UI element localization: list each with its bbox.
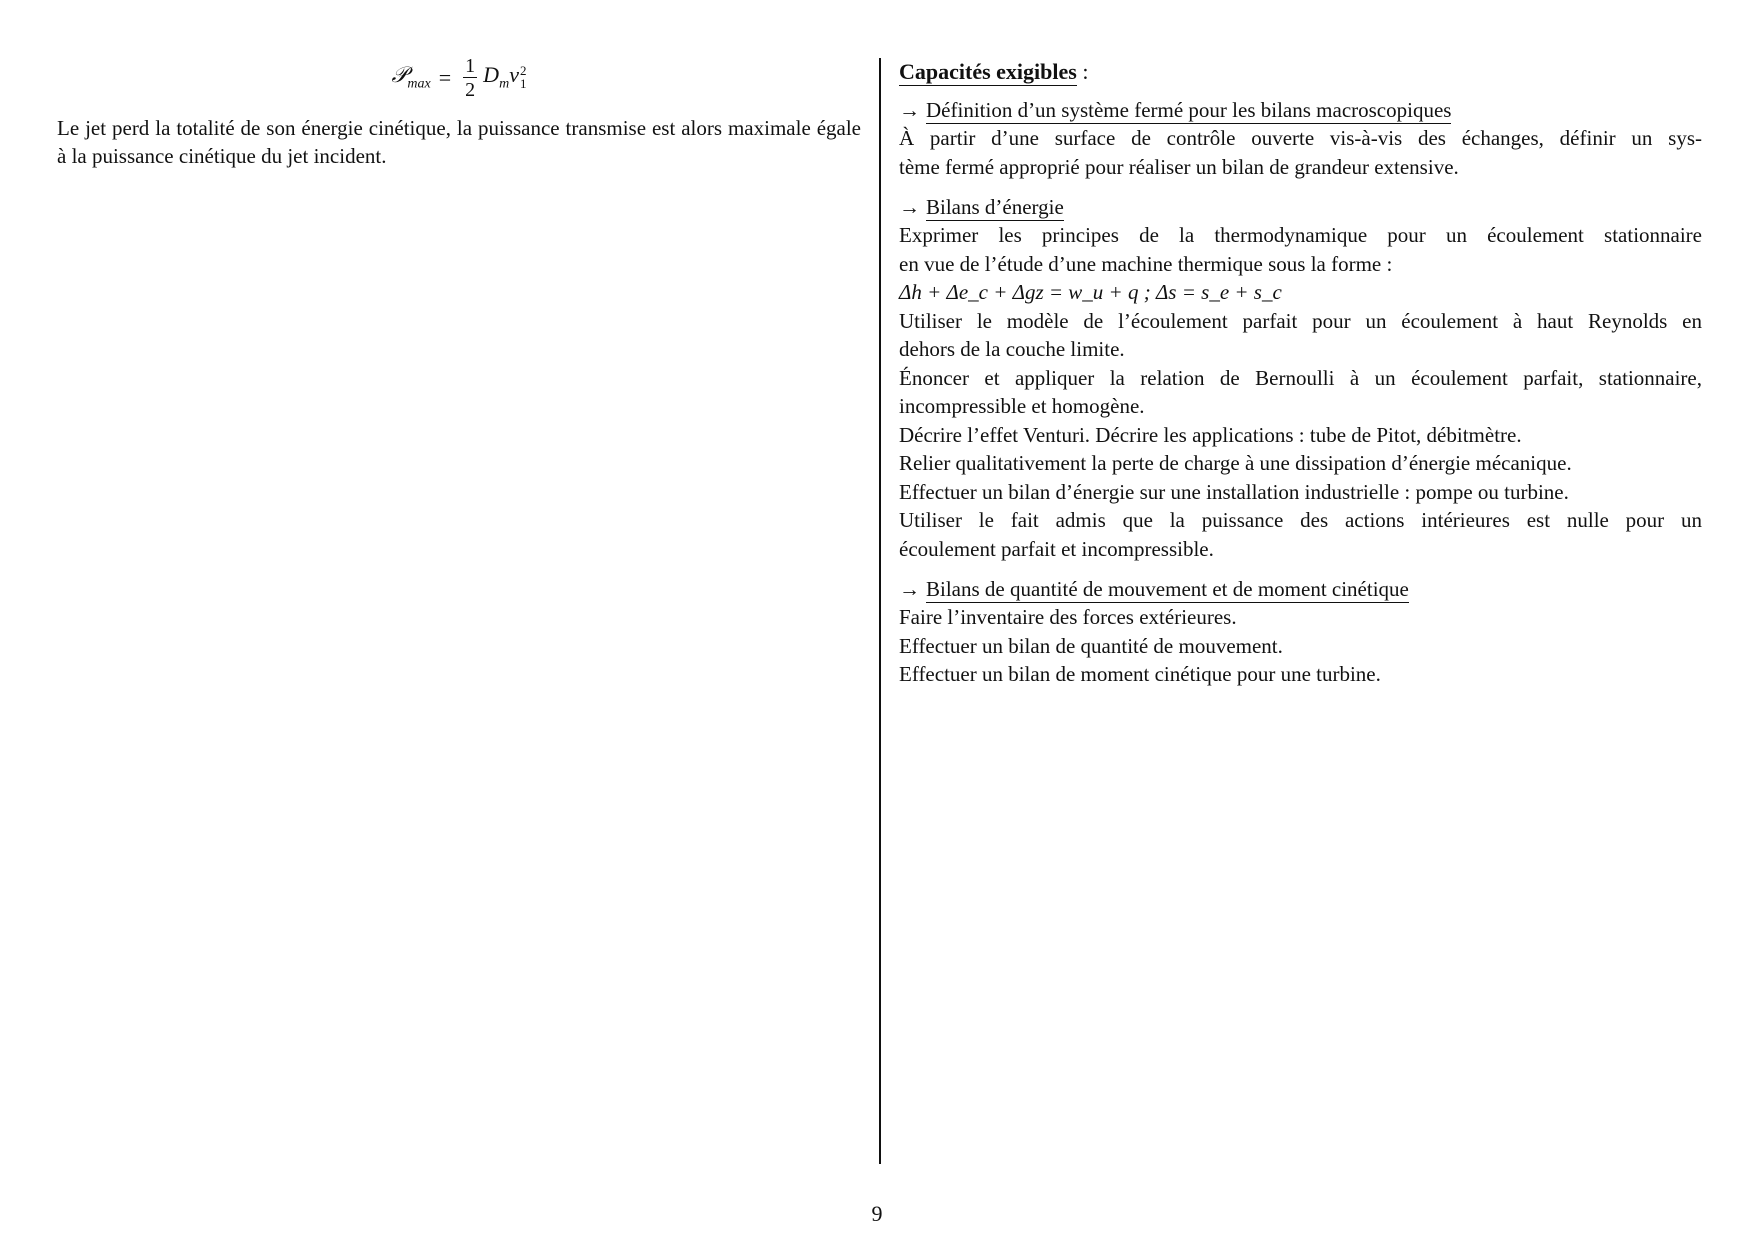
capacities-heading-suffix: : bbox=[1076, 59, 1089, 84]
section-line: Faire l’inventaire des forces extérieures. bbox=[899, 605, 1237, 629]
formula-lhs: 𝒫$_{max}$ bbox=[391, 62, 431, 92]
section-momentum-balance bbox=[899, 575, 1702, 689]
power-max-formula bbox=[57, 56, 861, 114]
capacities-heading bbox=[899, 58, 1702, 86]
section-line: en vue de l’étude d’une machine thermique sous la forme : bbox=[899, 251, 1393, 276]
left-column bbox=[57, 56, 861, 1036]
section-title-text: Bilans de quantité de mouvement et de moment cinétique bbox=[926, 577, 1409, 601]
section-line: Utiliser le fait admis que la puissance des actions intérieures est nulle pour un bbox=[899, 508, 1702, 532]
section-line: Effectuer un bilan de moment cinétique pour une turbine. bbox=[899, 662, 1381, 686]
formula-equals: = bbox=[438, 65, 452, 90]
section-line: Effectuer un bilan d’énergie sur une installation industrielle : pompe ou turbine. bbox=[899, 479, 1569, 504]
section-title bbox=[899, 96, 1702, 124]
section-line: Effectuer un bilan de quantité de mouvement. bbox=[899, 633, 1283, 658]
section-line: incompressible et homogène. bbox=[899, 394, 1145, 418]
capacities-heading-text: Capacités exigibles bbox=[899, 59, 1077, 84]
arrow-right-icon: → bbox=[899, 98, 920, 122]
section-line: Décrire l’effet Venturi. Décrire les applications : tube de Pitot, débitmètre. bbox=[899, 422, 1522, 447]
section-title-text: Bilans d’énergie bbox=[926, 195, 1064, 219]
energy-balance-equation: Δh + Δe_c + Δgz = w_u + q ; Δs = s_e + s_c bbox=[899, 280, 1282, 304]
section-title bbox=[899, 193, 1702, 221]
formula-rhs: $D_mv$ 2 1 bbox=[483, 62, 527, 92]
formula-fraction: $\frac{1}{2}$ bbox=[465, 55, 476, 101]
section-title-text: Définition d’un système fermé pour les bilans macroscopiques bbox=[926, 98, 1452, 122]
section-line: Énoncer et appliquer la relation de Bernoulli à un écoulement parfait, stationnaire, bbox=[899, 365, 1702, 390]
jet-energy-paragraph: Le jet perd la totalité de son énergie cinétique, la puissance transmise est alors maximale égale à la puissance cinétique du jet incident. bbox=[57, 116, 861, 168]
arrow-right-icon: → bbox=[899, 195, 920, 219]
page-number: 9 bbox=[871, 1201, 883, 1226]
section-line: Relier qualitativement la perte de charge à une dissipation d’énergie mécanique. bbox=[899, 451, 1572, 475]
column-divider bbox=[879, 58, 881, 1164]
arrow-right-icon: → bbox=[899, 577, 920, 601]
section-closed-system bbox=[899, 96, 1702, 181]
section-line: Exprimer les principes de la thermodynamique pour un écoulement stationnaire bbox=[899, 223, 1702, 247]
section-line: Utiliser le modèle de l’écoulement parfait pour un écoulement à haut Reynolds en bbox=[899, 308, 1702, 333]
section-line: dehors de la couche limite. bbox=[899, 337, 1125, 361]
section-title bbox=[899, 575, 1702, 603]
section-line: À partir d’une surface de contrôle ouverte vis-à-vis des échanges, définir un sys- bbox=[899, 126, 1702, 150]
right-column bbox=[899, 58, 1702, 1038]
section-line: écoulement parfait et incompressible. bbox=[899, 536, 1214, 561]
section-energy-balance bbox=[899, 193, 1702, 563]
section-line: tème fermé approprié pour réaliser un bilan de grandeur extensive. bbox=[899, 154, 1459, 179]
